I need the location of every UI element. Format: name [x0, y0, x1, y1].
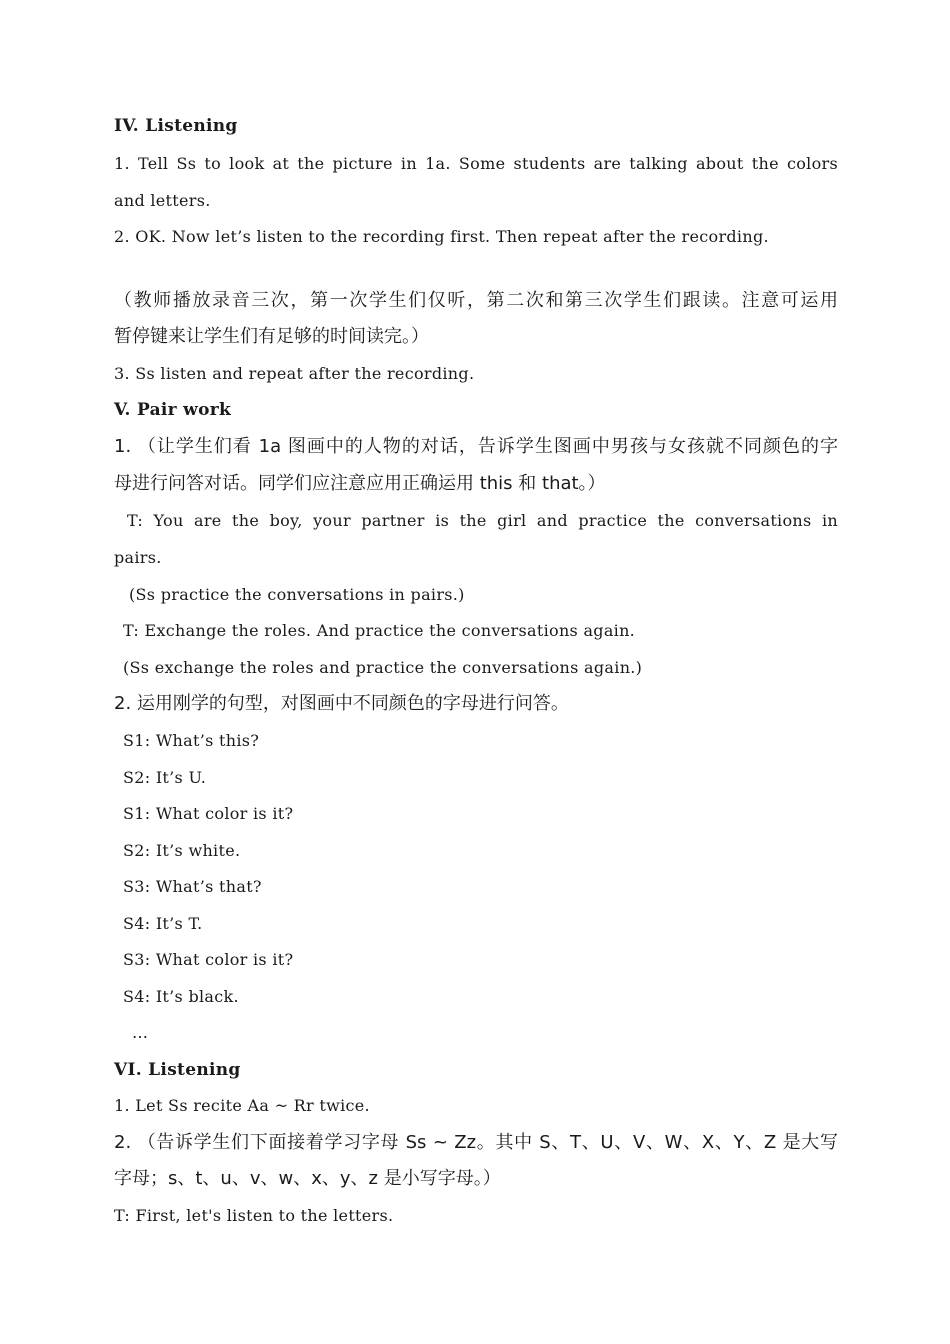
teacher-line: pairs.	[114, 548, 162, 567]
dialogue-line: S4: It’s black.	[123, 987, 239, 1006]
paragraph-line: 1. Let Ss recite Aa ~ Rr twice.	[114, 1096, 370, 1115]
paragraph-line: 1. Tell Ss to look at the picture in 1a. Some students are talking about the colors	[114, 154, 838, 173]
teacher-line: T: You are the boy, your partner is the girl and practice the conversations in	[127, 511, 838, 530]
paragraph-line: 3. Ss listen and repeat after the recording.	[114, 364, 475, 383]
chinese-note-line: （教师播放录音三次，第一次学生们仅听，第二次和第三次学生们跟读。注意可运用	[114, 290, 838, 311]
paragraph-line: and letters.	[114, 191, 211, 210]
dialogue-line: S1: What’s this?	[123, 731, 260, 750]
section-heading-listening: IV. Listening	[114, 116, 238, 136]
dialogue-line: S2: It’s U.	[123, 768, 207, 787]
student-action-line: (Ss exchange the roles and practice the conversations again.)	[123, 658, 643, 677]
student-action-line: (Ss practice the conversations in pairs.)	[129, 585, 465, 604]
paragraph-line: 2. OK. Now let’s listen to the recording first. Then repeat after the recording.	[114, 227, 769, 246]
chinese-instruction-line: 1. （让学生们看 1a 图画中的人物的对话，告诉学生图画中男孩与女孩就不同颜色的字	[114, 436, 838, 457]
chinese-instruction-line: 2. （告诉学生们下面接着学习字母 Ss ~ Zz。其中 S、T、U、V、W、X、Y、Z 是大写	[114, 1132, 838, 1153]
section-heading-pair-work: V. Pair work	[114, 400, 232, 420]
chinese-note-line: 暂停键来让学生们有足够的时间读完。）	[114, 326, 429, 347]
dialogue-line: S2: It’s white.	[123, 841, 241, 860]
chinese-instruction-line: 母进行问答对话。同学们应注意应用正确运用 this 和 that。）	[114, 473, 606, 494]
chinese-instruction-line: 2. 运用刚学的句型，对图画中不同颜色的字母进行问答。	[114, 693, 569, 714]
teacher-line: T: Exchange the roles. And practice the conversations again.	[123, 621, 636, 640]
teacher-line: T: First, let's listen to the letters.	[114, 1206, 394, 1225]
section-heading-listening-2: VI. Listening	[114, 1060, 241, 1080]
dialogue-line: S3: What’s that?	[123, 877, 262, 896]
dialogue-line: S1: What color is it?	[123, 804, 294, 823]
dialogue-line: S3: What color is it?	[123, 950, 294, 969]
dialogue-line: S4: It’s T.	[123, 914, 203, 933]
dialogue-ellipsis: …	[132, 1023, 149, 1042]
chinese-instruction-line: 字母；s、t、u、v、w、x、y、z 是小写字母。）	[114, 1168, 501, 1189]
